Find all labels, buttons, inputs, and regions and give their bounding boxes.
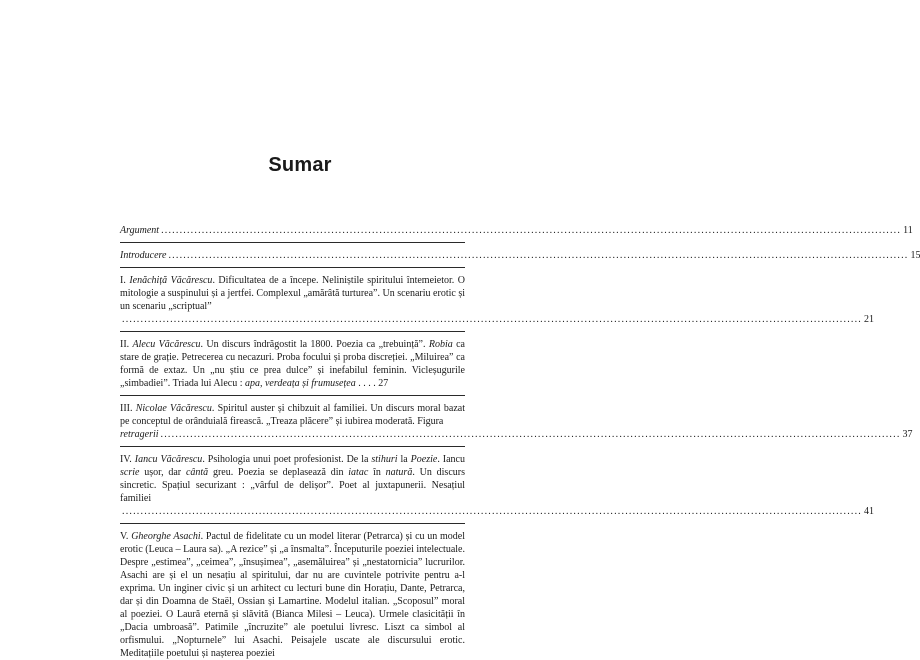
entry-emphasis: stihuri bbox=[371, 454, 398, 465]
entry-number: IV. bbox=[120, 454, 132, 465]
page-number: 27 bbox=[378, 378, 389, 389]
page-number: 15 bbox=[910, 250, 920, 261]
leader-dots-inline: . . . . bbox=[358, 378, 376, 389]
entry-text bbox=[120, 274, 465, 313]
toc-entry-alecu[interactable] bbox=[120, 338, 465, 390]
entry-number: III. bbox=[120, 403, 133, 414]
entry-emphasis: iatac bbox=[348, 467, 369, 478]
entry-label: Argument bbox=[120, 225, 160, 236]
leader-dots bbox=[122, 313, 862, 326]
entry-emphasis: scrie bbox=[120, 467, 140, 478]
entry-description: la bbox=[397, 454, 411, 465]
entry-description: . Un discurs sincretic. Spațiul securizant : „vârful de delișor”. Poet al juxtapunerii. Nesațiul familiei bbox=[120, 467, 465, 504]
entry-author: Iancu Văcărescu bbox=[134, 454, 203, 465]
table-of-contents bbox=[120, 224, 920, 660]
entry-author: Ienăchiță Văcărescu bbox=[129, 275, 213, 286]
entry-description: . Iancu bbox=[437, 454, 465, 465]
entry-text bbox=[120, 530, 465, 660]
divider bbox=[120, 395, 465, 396]
page-number: 37 bbox=[902, 429, 913, 440]
leader-dots bbox=[168, 249, 908, 262]
entry-text bbox=[120, 338, 465, 390]
entry-description: . Spiritul auster și chibzuit al familiei. Un discurs moral bazat pe conceptul de orânduială firească. „Treaza plăcere” și iubirea moderată. Figura bbox=[120, 403, 465, 427]
entry-text bbox=[120, 402, 465, 428]
leader-dots bbox=[122, 505, 862, 518]
entry-description: ușor, dar bbox=[139, 467, 186, 478]
entry-author: Alecu Văcărescu bbox=[132, 339, 201, 350]
entry-description: ca stare de grație. Petrecerea cu necazuri. Proba focului și proba discreției. „Miluirea” ca formă de extaz. Un „nu știu ce prea dulce” și inefabilul feminin. Vicleșugurile „simbadiei”. Triada lui Alecu : bbox=[120, 339, 465, 389]
divider bbox=[120, 446, 465, 447]
entry-emphasis: cântă bbox=[185, 467, 209, 478]
entry-author: Nicolae Văcărescu bbox=[135, 403, 212, 414]
entry-emphasis: apa, verdeața și frumusețea bbox=[244, 378, 356, 389]
entry-number: I. bbox=[120, 275, 126, 286]
leader-dots bbox=[161, 428, 901, 441]
entry-emphasis: retragerii bbox=[120, 429, 159, 440]
entry-leader bbox=[120, 428, 913, 441]
toc-entry-iancu[interactable] bbox=[120, 453, 874, 518]
toc-entry-argument[interactable] bbox=[120, 224, 913, 237]
entry-emphasis: Poezie bbox=[410, 454, 438, 465]
entry-description: în bbox=[368, 467, 386, 478]
entry-number: V. bbox=[120, 531, 129, 542]
page-number: 41 bbox=[864, 506, 874, 517]
entry-description: greu. Poezia se deplasează din bbox=[208, 467, 349, 478]
toc-entry-ienachita[interactable] bbox=[120, 274, 874, 326]
toc-entry-asachi[interactable] bbox=[120, 530, 465, 660]
entry-text bbox=[120, 453, 465, 505]
divider bbox=[120, 242, 465, 243]
entry-number: II. bbox=[120, 339, 130, 350]
entry-label: Introducere bbox=[120, 250, 167, 261]
entry-leader bbox=[120, 505, 874, 518]
entry-description: . Psihologia unui poet profesionist. De la bbox=[202, 454, 372, 465]
entry-author: Gheorghe Asachi bbox=[131, 531, 201, 542]
page-title: Sumar bbox=[268, 154, 332, 176]
leader-dots bbox=[161, 224, 901, 237]
entry-description: . Pactul de fidelitate cu un model literar (Petrarca) și cu un model erotic (Leuca – Laura sa). „A rezice” și „a însmalta”. Începuturile poeziei intelectuale. Despre „estimea”, „ceimea”, „însușimea”, „asemăluirea” și „nestatornicia” lucrurilor. Asachi are și el un nesațiu al spiritului, dar nu are cuvintele potrivite pentru a-l exprima. Un inginer civic și un arhitect cu lecturi bune din Horațiu, Dante, Petrarca, dar și din Doamna de Staël, Ossian și Lamartine. Modelul italian. „Scoposul” moral al poeziei. O Laură eternă și slăvită (Bianca Milesi – Leuca). Urmele clasicității în „Dacia umbroasă”. Patimile „încruzite” ale poetului livresc. Liszt ca simbol al orfismului. „Nopturnele” lui Asachi. Peisajele uscate ale discursului erotic. Meditațiile poetului și nașterea poeziei bbox=[120, 531, 466, 659]
divider bbox=[120, 267, 465, 268]
entry-leader bbox=[120, 313, 874, 326]
entry-emphasis: natură bbox=[385, 467, 413, 478]
page-number: 21 bbox=[864, 314, 874, 325]
page-number: 11 bbox=[903, 225, 913, 236]
toc-entry-nicolae[interactable] bbox=[120, 402, 913, 441]
entry-description: . Dificultatea de a începe. Neliniștile spiritului întemeietor. O mitologie a suspinului și a jertfei. Complexul „amărâtă turturea”. Un scenariu erotic și un scenariu „scriptual” bbox=[120, 275, 465, 312]
toc-entry-introducere[interactable] bbox=[120, 249, 920, 262]
divider bbox=[120, 331, 465, 332]
entry-emphasis: Robia bbox=[428, 339, 453, 350]
entry-description: . Un discurs îndrăgostit la 1800. Poezia ca „trebuință”. bbox=[200, 339, 429, 350]
divider bbox=[120, 523, 465, 524]
